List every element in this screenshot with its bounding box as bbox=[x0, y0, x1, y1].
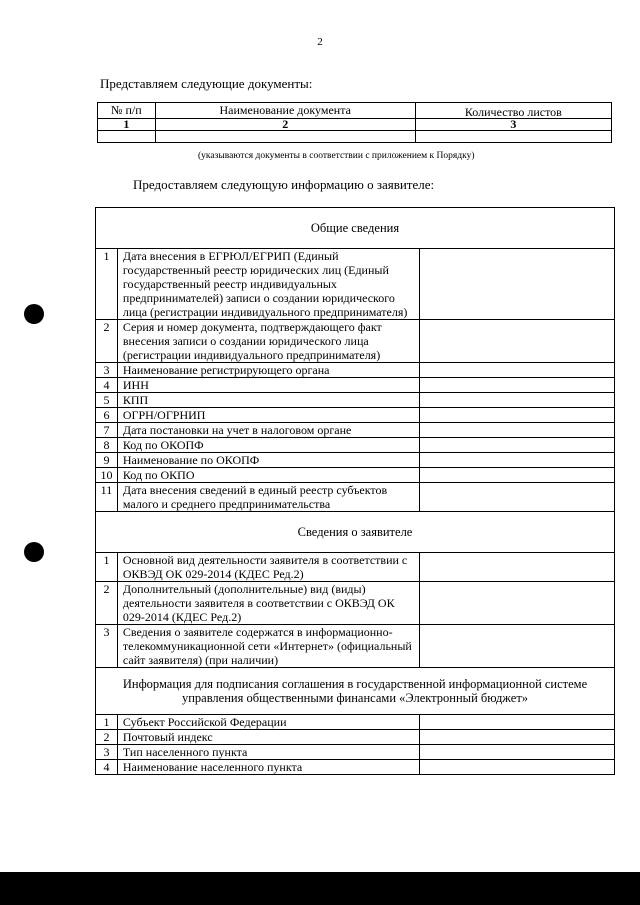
row-label: Дата внесения сведений в единый реестр субъектов малого и среднего предпринимательства bbox=[117, 483, 419, 512]
info-row bbox=[96, 760, 615, 775]
punch-hole-bottom bbox=[24, 542, 44, 562]
info-row bbox=[96, 582, 615, 625]
col-number-index: 1 bbox=[98, 119, 156, 131]
info-row bbox=[96, 715, 615, 730]
row-value-cell bbox=[420, 483, 615, 512]
row-label: Субъект Российской Федерации bbox=[117, 715, 419, 730]
row-label: КПП bbox=[117, 393, 419, 408]
documents-table-empty-row bbox=[98, 131, 612, 143]
row-number: 1 bbox=[96, 249, 118, 320]
info-row bbox=[96, 553, 615, 582]
empty-cell bbox=[98, 131, 156, 143]
row-label: Дополнительный (дополнительные) вид (виды) деятельности заявителя в соответствии с ОКВЭД ОК 029-2014 (КДЕС Ред.2) bbox=[117, 582, 419, 625]
col-document-name-header: Наименование документа bbox=[155, 103, 415, 119]
row-number: 6 bbox=[96, 408, 118, 423]
empty-cell bbox=[415, 131, 611, 143]
row-number: 1 bbox=[96, 553, 118, 582]
row-label: Сведения о заявителе содержатся в информационно-телекоммуникационной сети «Интернет» (официальный сайт заявителя) (при наличии) bbox=[117, 625, 419, 668]
row-label: Наименование населенного пункта bbox=[117, 760, 419, 775]
row-number: 11 bbox=[96, 483, 118, 512]
info-row bbox=[96, 408, 615, 423]
info-row bbox=[96, 423, 615, 438]
col-document-name-index: 2 bbox=[155, 119, 415, 131]
section-title-electronic-budget: Информация для подписания соглашения в государственной информационной системе управления общественными финансами «Электронный бюджет» bbox=[96, 668, 615, 715]
row-number: 2 bbox=[96, 730, 118, 745]
row-number: 3 bbox=[96, 625, 118, 668]
row-number: 3 bbox=[96, 745, 118, 760]
section-header-row bbox=[96, 668, 615, 715]
row-value-cell bbox=[420, 408, 615, 423]
info-row bbox=[96, 625, 615, 668]
info-row bbox=[96, 453, 615, 468]
row-value-cell bbox=[420, 453, 615, 468]
info-row bbox=[96, 393, 615, 408]
row-value-cell bbox=[420, 760, 615, 775]
row-value-cell bbox=[420, 423, 615, 438]
row-value-cell bbox=[420, 378, 615, 393]
info-row bbox=[96, 730, 615, 745]
empty-cell bbox=[155, 131, 415, 143]
row-label: Дата внесения в ЕГРЮЛ/ЕГРИП (Единый государственный реестр юридических лиц (Единый государственный реестр индивидуальных предпринимателей) записи о создании юридического лица (регистрации индивидуального предпринимателя) bbox=[117, 249, 419, 320]
row-number: 8 bbox=[96, 438, 118, 453]
row-number: 4 bbox=[96, 378, 118, 393]
documents-table-header-row bbox=[98, 103, 612, 119]
row-label: ОГРН/ОГРНИП bbox=[117, 408, 419, 423]
applicant-info-table bbox=[95, 207, 615, 775]
applicant-info-heading: Предоставляем следующую информацию о заявителе: bbox=[133, 177, 435, 192]
page-number: 2 bbox=[317, 36, 323, 48]
documents-table-numbering-row bbox=[98, 119, 612, 131]
row-label: Код по ОКПО bbox=[117, 468, 419, 483]
row-label: ИНН bbox=[117, 378, 419, 393]
row-value-cell bbox=[420, 715, 615, 730]
row-value-cell bbox=[420, 468, 615, 483]
row-number: 9 bbox=[96, 453, 118, 468]
row-value-cell bbox=[420, 320, 615, 363]
info-row bbox=[96, 249, 615, 320]
row-number: 2 bbox=[96, 582, 118, 625]
info-row bbox=[96, 468, 615, 483]
row-value-cell bbox=[420, 582, 615, 625]
documents-heading: Представляем следующие документы: bbox=[100, 76, 313, 91]
info-row bbox=[96, 363, 615, 378]
row-value-cell bbox=[420, 363, 615, 378]
col-number-header: № п/п bbox=[98, 103, 156, 119]
row-value-cell bbox=[420, 730, 615, 745]
col-sheet-count-header: Количество листов bbox=[415, 103, 611, 119]
row-label: Основной вид деятельности заявителя в соответствии с ОКВЭД ОК 029-2014 (КДЕС Ред.2) bbox=[117, 553, 419, 582]
documents-table bbox=[97, 102, 612, 143]
row-label: Наименование по ОКОПФ bbox=[117, 453, 419, 468]
row-label: Наименование регистрирующего органа bbox=[117, 363, 419, 378]
row-number: 2 bbox=[96, 320, 118, 363]
info-row bbox=[96, 745, 615, 760]
row-label: Почтовый индекс bbox=[117, 730, 419, 745]
punch-hole-top bbox=[24, 304, 44, 324]
info-row bbox=[96, 378, 615, 393]
info-row bbox=[96, 438, 615, 453]
row-value-cell bbox=[420, 745, 615, 760]
row-number: 10 bbox=[96, 468, 118, 483]
row-value-cell bbox=[420, 249, 615, 320]
row-label: Серия и номер документа, подтверждающего факт внесения записи о создании юридического лица (регистрации индивидуального предпринимателя) bbox=[117, 320, 419, 363]
row-value-cell bbox=[420, 553, 615, 582]
row-value-cell bbox=[420, 625, 615, 668]
row-value-cell bbox=[420, 393, 615, 408]
col-sheet-count-index: 3 bbox=[415, 119, 611, 131]
row-value-cell bbox=[420, 438, 615, 453]
section-title-general: Общие сведения bbox=[96, 208, 615, 249]
row-label: Код по ОКОПФ bbox=[117, 438, 419, 453]
info-row bbox=[96, 483, 615, 512]
section-header-row bbox=[96, 208, 615, 249]
scan-bottom-border bbox=[0, 872, 640, 905]
row-number: 4 bbox=[96, 760, 118, 775]
row-number: 5 bbox=[96, 393, 118, 408]
row-number: 7 bbox=[96, 423, 118, 438]
info-row bbox=[96, 320, 615, 363]
section-header-row bbox=[96, 512, 615, 553]
documents-note: (указываются документы в соответствии с приложением к Порядку) bbox=[198, 151, 475, 161]
section-title-applicant: Сведения о заявителе bbox=[96, 512, 615, 553]
row-number: 1 bbox=[96, 715, 118, 730]
row-number: 3 bbox=[96, 363, 118, 378]
row-label: Тип населенного пункта bbox=[117, 745, 419, 760]
row-label: Дата постановки на учет в налоговом органе bbox=[117, 423, 419, 438]
